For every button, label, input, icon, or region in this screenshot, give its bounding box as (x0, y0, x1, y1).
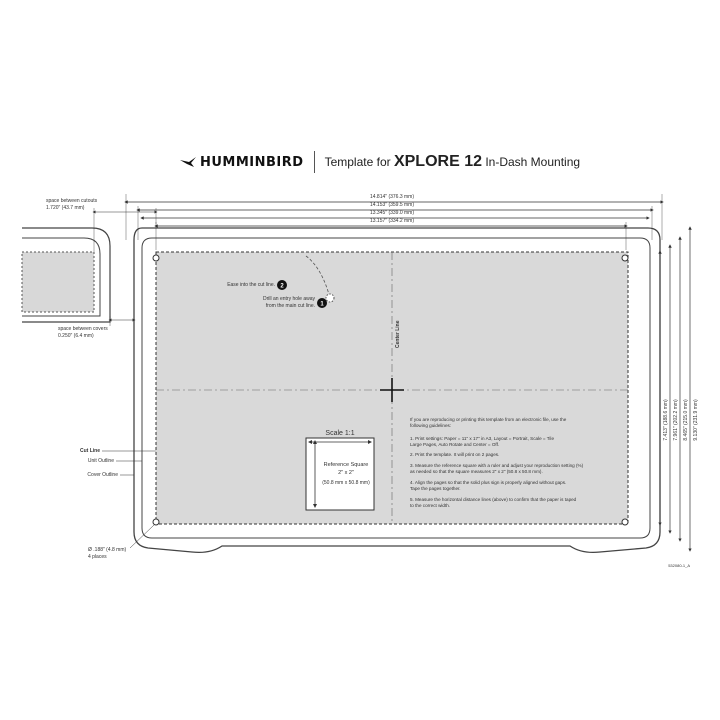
instruction-5b: to the correct width. (410, 503, 451, 508)
instruction-3b: as needed so that the square measures 2" x 2" (50.8 x 50.8 mm). (410, 469, 543, 474)
unit-outline-label: Unit Outline (87, 458, 114, 464)
scale-label: Scale 1:1 (325, 430, 355, 437)
hole-bottom-left (153, 519, 159, 525)
hole-top-left (153, 255, 159, 261)
step-1-text-a: Drill an entry hole away (263, 296, 315, 302)
space-cutouts-value: 1.720" (43.7 mm) (46, 205, 85, 211)
instruction-4a: 4. Align the pages so that the solid plus sign is properly aligned without gaps. (410, 480, 567, 485)
hole-count-label: 4 places (88, 554, 107, 560)
instruction-1a: 1. Print settings: Paper = 11" x 17" in A3, Layout = Portrait, Scale = Tile (410, 436, 555, 441)
width-label-2: 14.153" (359.5 mm) (369, 202, 415, 208)
width-label-4: 13.157" (334.2 mm) (369, 218, 415, 224)
svg-text:2: 2 (280, 283, 284, 290)
space-covers-label: space between covers (58, 326, 108, 332)
space-covers-value: 0.250" (6.4 mm) (58, 333, 94, 339)
instruction-1b: Large Pages, Auto Rotate and Center = Off. (410, 442, 500, 447)
cut-line-label: Cut Line (80, 448, 100, 454)
instructions-intro-1: If you are reproducing or printing this template from an electronic file, use the (410, 417, 567, 422)
hole-size-label: Ø .188" (4.8 mm) (88, 547, 127, 553)
svg-text:1: 1 (320, 301, 324, 308)
space-cutouts-label: space between cutouts (46, 198, 98, 204)
part-number: 532080-1_A (668, 563, 690, 568)
title-prefix: Template for (324, 155, 394, 169)
hole-top-right (622, 255, 628, 261)
instruction-2: 2. Print the template. It will print on 2 pages. (410, 452, 500, 457)
height-label-1: 7.413" (188.6 mm) (663, 399, 669, 441)
height-dimensions (660, 228, 690, 550)
instruction-4b: Tape the pages together. (410, 486, 461, 491)
instruction-3a: 3. Measure the reference square with a ruler and adjust your reproduction setting (%) (410, 463, 584, 468)
title-suffix: In-Dash Mounting (481, 155, 581, 169)
instructions-intro-2: following guidelines: (410, 423, 452, 428)
hole-bottom-right (622, 519, 628, 525)
space-covers-dimension (110, 316, 134, 326)
width-label-1: 14.814" (376.3 mm) (369, 194, 415, 200)
cover-outline-label: Cover Outline (87, 472, 118, 478)
brand-name: HUMMINBIRD (200, 154, 304, 170)
width-label-3: 13.345" (339.0 mm) (369, 210, 415, 216)
center-line-label: Center Line (395, 320, 401, 348)
height-label-2: 7.961" (202.2 mm) (673, 399, 679, 441)
height-label-3: 8.465" (215.0 mm) (683, 399, 689, 441)
instruction-5a: 5. Measure the horizontal distance lines (above) to confirm that the paper is taped (410, 497, 577, 502)
neighbor-cutout (22, 252, 94, 312)
entry-hole (326, 294, 334, 302)
ref-square-size: 2" x 2" (338, 470, 354, 476)
step-1-text-b: from the main cut line. (265, 303, 315, 309)
ref-square-title: Reference Square (323, 462, 369, 468)
title-model: XPLORE 12 (393, 153, 482, 170)
height-label-4: 9.130" (231.9 mm) (693, 399, 699, 441)
step-2-text: Ease into the cut line. (227, 282, 275, 288)
ref-square-metric: (50.8 mm x 50.8 mm) (322, 480, 370, 486)
